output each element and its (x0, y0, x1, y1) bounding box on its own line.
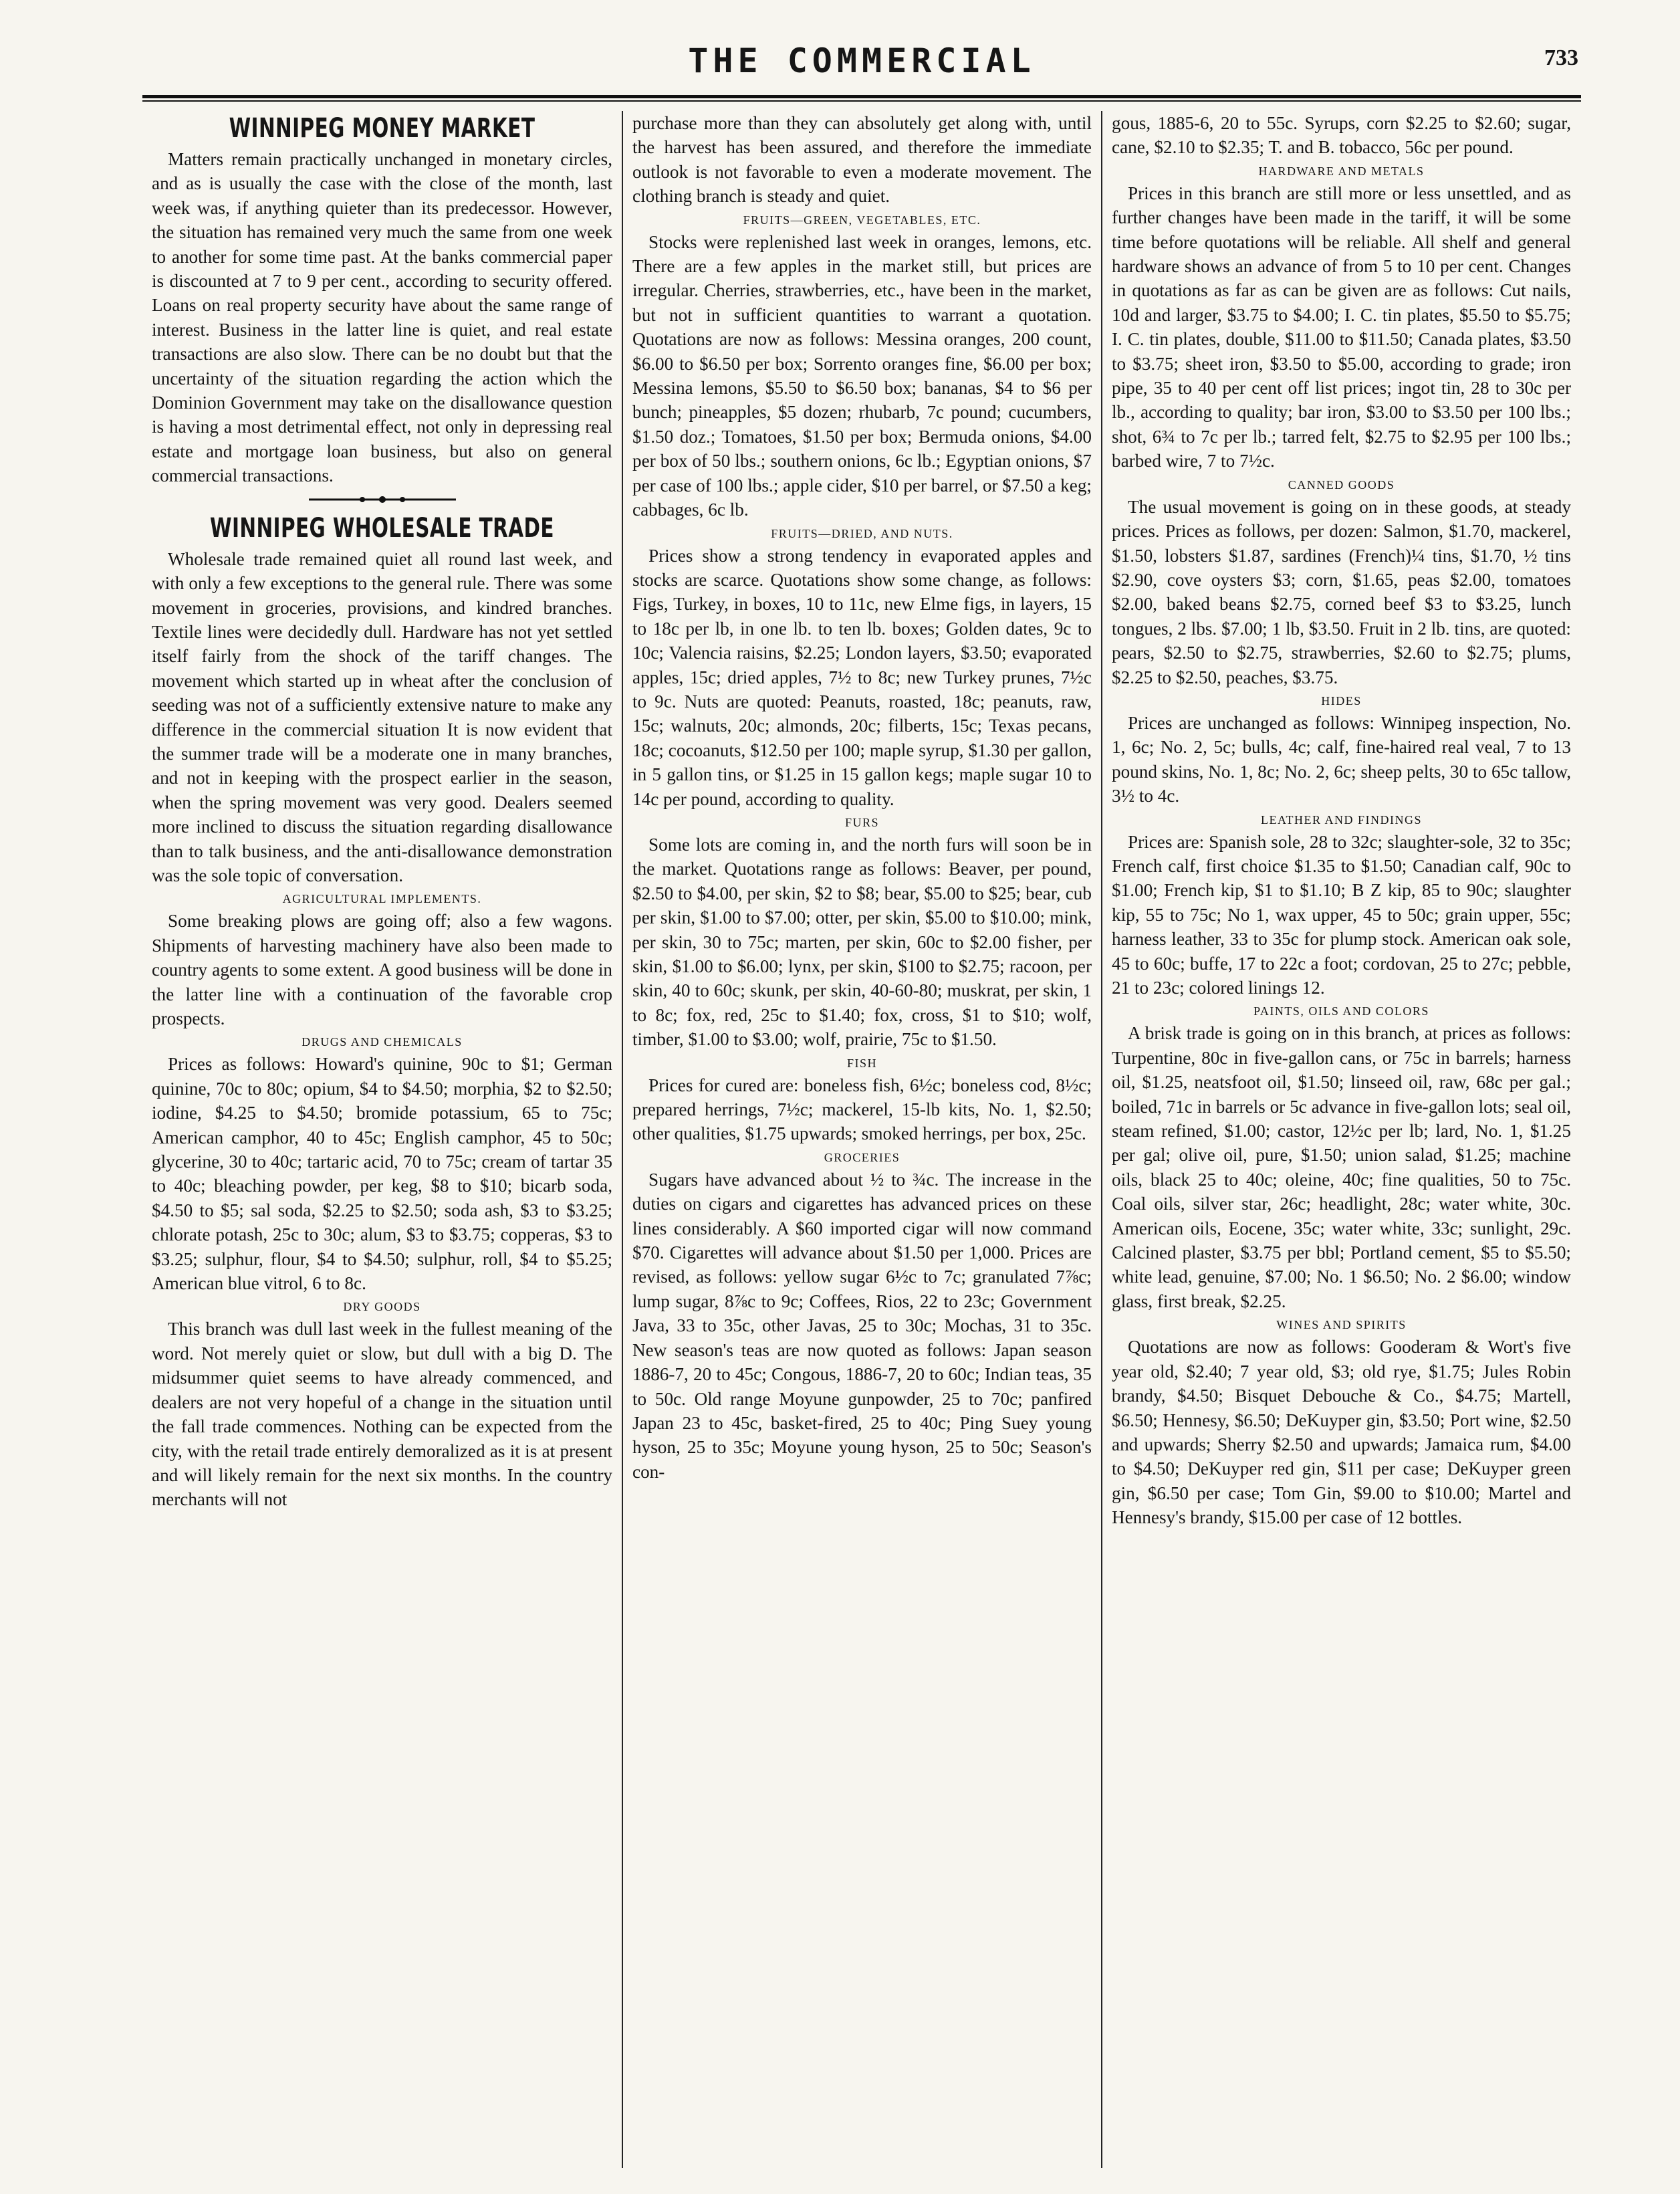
section-divider (152, 488, 612, 511)
column-3 (1101, 111, 1580, 2168)
hides-text: Prices are unchanged as follows: Winnipeg inspection, No. 1, 6c; No. 2, 5c; bulls, 4c; calf, fine-haired real veal, 7 to 13 pound skins, No. 1, 8c; No. 2, 6c; sheep pelts, 30 to 65c tallow, 3½ to 4c. (1112, 712, 1571, 806)
article-columns (142, 111, 1581, 2168)
heading-wholesale-trade: WINNIPEG WHOLESALE TRADE (209, 512, 554, 544)
masthead (142, 41, 1581, 88)
subhead-fruits-dried: FRUITS—DRIED, AND NUTS. (771, 526, 953, 540)
subhead-canned-goods: CANNED GOODS (1288, 477, 1395, 491)
drugs-text: Prices as follows: Howard's quinine, 90c to $1; German quinine, 70c to 80c; opium, $4 to $4.50; morphia, $2 to $2.50; iodine, $4.25 to $4.50; bromide potassium, 65 to 75c; American camphor, 40 to 45c; English camphor, 45 to 50c; glycerine, 30 to 40c; tartaric acid, 70 to 75c; cream of tartar 35 to 40c; bleaching powder, per keg, $8 to $10; bicarb soda, $4.50 to $5; sal soda, $2.25 to $2.50; soda ash, $3 to $3.25; chlorate potash, 25c to 30c; alum, $3 to $3.75; copperas, $3 to $3.25; sulphur, flour, $4 to $4.50; sulphur, roll, $4 to $5.25; American blue vitrol, 6 to 8c. (152, 1054, 612, 1294)
subhead-wines: WINES AND SPIRITS (1276, 1318, 1407, 1332)
subhead-agricultural: AGRICULTURAL IMPLEMENTS. (282, 892, 482, 906)
subhead-groceries: GROCERIES (824, 1150, 901, 1164)
masthead-rule (142, 95, 1581, 102)
furs-text: Some lots are coming in, and the north furs will soon be in the market. Quotations range as follows: Beaver, per pound, $2.50 to $4.00, per skin, $2 to $8; bear, $5.00 to $25; bear, cub per skin, $1.00 to $7.00; otter, per skin, $5.00 to $10.00; mink, per skin, 30 to 75c; marten, per skin, 60c to $2.00 fisher, per skin, $1.00 to $6.00; lynx, per skin, $100 to $2.75; racoon, per skin, 40 to 60c; skunk, per skin, 40-60-80; muskrat, per skin, 1 to 8c; fox, red, 25c to $1.40; fox, cross, $1 to $10; wolf, timber, $1.00 to $3.00; wolf, prairie, 75c to $1.50. (632, 834, 1092, 1050)
fruits-green-text: Stocks were replenished last week in oranges, lemons, etc. There are a few apples in the market still, but prices are irregular. Cherries, strawberries, etc., have been in the market, but not in sufficient quantities to warrant a quotation. Quotations are now as follows: Messina oranges, 200 count, $6.00 to $6.50 per box; Sorrento oranges fine, $6.00 per box; Messina lemons, $5.50 to $6.50 box; bananas, $4 to $6 per bunch; pineapples, $5 dozen; rhubarb, 7c pound; cucumbers, $1.50 doz.; Tomatoes, $1.50 per box; Bermuda onions, $4.00 per box of 50 lbs.; southern onions, 6c lb.; Egyptian onions, $7 per case of 100 lbs.; apple cider, $10 per barrel, or $7.50 a keg; cabbages, 6c lb. (632, 231, 1092, 520)
leather-text: Prices are: Spanish sole, 28 to 32c; slaughter-sole, 32 to 35c; French calf, first choice $1.35 to $1.50; Canadian calf, 90c to $1.00; French kip, $1 to $1.10; B Z kip, 85 to 90c; slaughter kip, 55 to 75c; No 1, wax upper, 45 to 50c; grain upper, 55c; harness leather, 33 to 35c for plump stock. American oak sole, 45 to 60c; buffe, 17 to 22c a foot; cordovan, 25 to 27c; pebble, 21 to 23c; colored linings 12. (1112, 831, 1571, 998)
hardware-text: Prices in this branch are still more or less unsettled, and as further changes have been made in the tariff, it will be some time before quotations will be reliable. All shelf and general hardware shows an advance of from 5 to 10 per cent. Changes in quotations as far as can be given are as follows: Cut nails, 10d and larger, $3.75 to $4.00; I. C. tin plates, $5.50 to $5.75; I. C. tin plates, double, $11.00 to $11.50; Canada plates, $3.50 to $3.75; sheet iron, $3.50 to $5.00, according to grade; iron pipe, 35 to 40 per cent off list prices; ingot tin, 28 to 30c per lb., according to quality; bar iron, $3.00 to $3.50 per 100 lbs.; shot, 6¾ to 7c per lb.; tarred felt, $2.75 to $2.95 per 100 lbs.; barbed wire, 7 to 7½c. (1112, 183, 1571, 471)
dry-goods-text: This branch was dull last week in the fullest meaning of the word. Not merely quiet or slow, but dull with a big D. The midsummer quiet seems to have already commenced, and dealers are not very hopeful of a change in the situation until the fall trade commences. Nothing can be expected from the city, with the retail trade entirely demoralized as it is at present and will likely remain for the next six months. In the country merchants will not (152, 1319, 612, 1510)
groceries-text: Sugars have advanced about ½ to ¾c. The increase in the duties on cigars and cigarettes has advanced prices on these lines considerably. A $60 imported cigar will now command $70. Cigarettes will advance about $1.50 per 1,000. Prices are revised, as follows: yellow sugar 6½c to 7c; granulated 7⅞c; lump sugar, 8⅞c to 9c; Coffees, Rios, 22 to 23c; Government Java, 33 to 35c, other Javas, 25 to 30c; Mochas, 31 to 35c. New season's teas are now quoted as follows: Japan season 1886-7, 20 to 45c; Congous, 1886-7, 20 to 60c; Indian teas, 35 to 50c. Old range Moyune gunpowder, 25 to 70c; panfired Japan 23 to 45c, basket-fired, 25 to 40c; Ping Suey young hyson, 25 to 35c; Moyune young hyson, 25 to 50c; Season's con- (632, 1169, 1092, 1482)
wholesale-trade-text: Wholesale trade remained quiet all round last week, and with only a few exceptions to the general rule. There was some movement in groceries, provisions, and kindred branches. Textile lines were decidedly dull. Hardware has not yet settled itself fairly from the shock of the tariff changes. The movement which started up in wheat after the conclusion of seeding was not of a sufficiently extensive nature to make any difference in the commercial situation It is now evident that the summer trade will be a moderate one in many branches, and not in keeping with the prospect earlier in the season, when the spring movement was very good. Dealers seemed more inclined to discuss the situation regarding disallowance than to talk business, and the anti-disallowance demonstration was the sole topic of conversation. (152, 548, 612, 885)
subhead-fish: FISH (846, 1056, 877, 1070)
wines-text: Quotations are now as follows: Gooderam & Wort's five year old, $2.40; 7 year old, $3; old rye, $1.75; Jules Robin brandy, $4.50; Bisquet Debouche & Co., $4.75; Martell, $6.50; Hennesy, $6.50; DeKuyper gin, $3.50; Port wine, $2.50 and upwards; Sherry $2.50 and upwards; Jamaica rum, $4.00 to $4.50; DeKuyper red gin, $11 per case; DeKuyper green gin, $6.50 per case; Tom Gin, $9.00 to $10.00; Martel and Hennesy's brandy, $15.00 per case of 12 bottles. (1112, 1337, 1571, 1528)
column-1 (142, 111, 622, 2168)
newspaper-page (142, 41, 1581, 2168)
paints-text: A brisk trade is going on in this branch, at prices as follows: Turpentine, 80c in five-gallon cans, or 75c in barrels; harness oil, $1.25, neatsfoot oil, $1.50; linseed oil, raw, 68c per gal.; boiled, 71c in barrels or 5c advance in five-gallon lots; seal oil, steam refined, $1.00; castor, 12½c per lb; lard, No. 1, $1.25 per gal; olive oil, pure, $1.50; union salad, $1.25; machine oils, black 25 to 40c; oleine, 40c; fine qualities, 50 to 75c. Coal oils, silver star, 26c; headlight, 28c; water white, 30c. American oils, Eocene, 35c; water white, 33c; sunlight, 29c. Calcined plaster, $3.75 per bbl; Portland cement, $5 to $5.50; white lead, genuine, $7.00; No. 1 $6.50; No. 2 $6.00; window glass, first break, $2.25. (1112, 1023, 1571, 1311)
subhead-furs: FURS (844, 815, 880, 829)
groceries-continued: gous, 1885-6, 20 to 55c. Syrups, corn $2.25 to $2.60; sugar, cane, $2.10 to $2.35; T. and B. tobacco, 56c per pound. (1112, 113, 1571, 158)
subhead-drugs: DRUGS AND CHEMICALS (302, 1035, 463, 1049)
page-number: 733 (1544, 45, 1578, 70)
subhead-dry-goods: DRY GOODS (343, 1300, 421, 1314)
heading-money-market: WINNIPEG MONEY MARKET (229, 113, 535, 144)
subhead-hardware: HARDWARE AND METALS (1258, 164, 1425, 178)
subhead-paints: PAINTS, OILS AND COLORS (1253, 1004, 1429, 1018)
publication-title: THE COMMERCIAL (688, 41, 1036, 80)
dry-goods-continued: purchase more than they can absolutely get along with, until the harvest has been assured, and therefore the immediate outlook is not favorable to even a moderate movement. The clothing branch is steady and quiet. (632, 113, 1092, 207)
money-market-text: Matters remain practically unchanged in monetary circles, and as is usually the case with the close of the month, last week was, if anything quieter than its predecessor. However, the situation has remained very much the same from one week to another for some time past. At the banks commercial paper is discounted at 7 to 9 per cent., according to security offered. Loans on real property security have about the same range of interest. Business in the latter line is quiet, and real estate transactions are also slow. There can be no doubt but that the uncertainty of the situation regarding the action which the Dominion Government may take on the disallowance question is having a most detrimental effect, not only in depressing real estate and mortgage loan business, but also on general commercial transactions. (152, 149, 612, 486)
fruits-dried-text: Prices show a strong tendency in evaporated apples and stocks are scarce. Quotations show some change, as follows: Figs, Turkey, in boxes, 10 to 11c, new Elme figs, in layers, 15 to 18c per lb, in one lb. to ten lb. boxes; Golden dates, 9c to 10c; Valencia raisins, $2.25; London layers, $3.50; evaporated apples, 15c; dried apples, 7½ to 8c; new Turkey prunes, 7½c to 9c. Nuts are quoted: Peanuts, roasted, 18c; peanuts, raw, 15c; walnuts, 20c; almonds, 20c; filberts, 15c; Texas pecans, 18c; cocoanuts, $12.50 per 100; maple syrup, $1.30 per gallon, in 5 gallon tins, or $1.25 in 15 gallon kegs; maple sugar 10 to 14c per pound, according to quality. (632, 545, 1092, 809)
fish-text: Prices for cured are: boneless fish, 6½c; boneless cod, 8½c; prepared herrings, 7½c; mackerel, 15-lb kits, No. 1, $2.50; other qualities, $1.75 upwards; smoked herrings, per box, 25c. (632, 1075, 1092, 1144)
subhead-hides: HIDES (1321, 693, 1362, 707)
column-2 (622, 111, 1101, 2168)
canned-goods-text: The usual movement is going on in these goods, at steady prices. Prices as follows, per dozen: Salmon, $1.70, mackerel, $1.50, lobsters $1.87, sardines (French)¼ tins, $1.70, ½ tins $2.90, cove oysters $3; corn, $1.65, peas $2.00, tomatoes $2.00, baked beans $2.75, corned beef $3 to $3.25, lunch tongues, 2 lbs. $7.00; 1 lb, $3.50. Fruit in 2 lb. tins, are quoted: pears, $2.50 to $2.75, strawberries, $2.60 to $2.75; plums, $2.25 to $2.50, peaches, $3.75. (1112, 496, 1571, 687)
subhead-leather: LEATHER AND FINDINGS (1261, 812, 1422, 827)
subhead-fruits-green: FRUITS—GREEN, VEGETABLES, ETC. (743, 213, 981, 227)
agricultural-text: Some breaking plows are going off; also a few wagons. Shipments of harvesting machinery have also been made to country agents to some extent. A good business will be done in the latter line with a continuation of the favorable crop prospects. (152, 911, 612, 1028)
